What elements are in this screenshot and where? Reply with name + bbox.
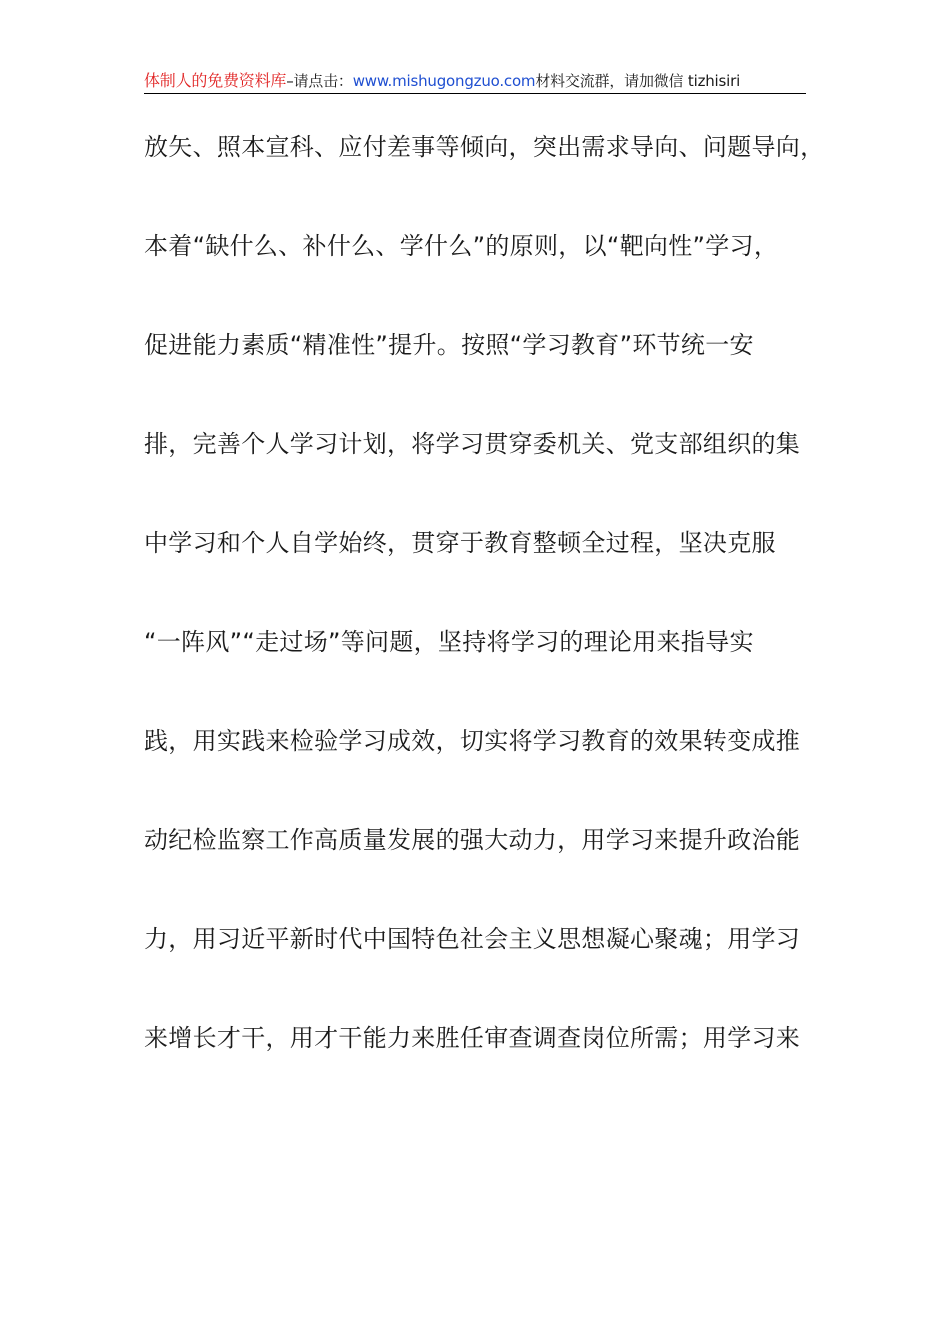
text-line: 排，完善个人学习计划，将学习贯穿委机关、党支部组织的集 (144, 430, 801, 458)
text-line: 中学习和个人自学始终，贯穿于教育整顿全过程，坚决克服 (144, 529, 776, 557)
header-brand: 体制人的免费资料库 (144, 71, 287, 90)
text-line: 放矢、照本宣科、应付差事等倾向，突出需求导向、问题导向， (144, 133, 825, 161)
text-line: “一阵风”“走过场”等问题，坚持将学习的理论用来指导实 (144, 628, 754, 656)
text-line: 来增长才干，用才干能力来胜任审查调查岗位所需；用学习来 (144, 1024, 801, 1052)
page-header (144, 70, 806, 92)
text-line: 践，用实践来检验学习成效，切实将学习教育的效果转变成推 (144, 727, 801, 755)
header-website-link[interactable]: www.mishugongzuo.com (352, 72, 536, 90)
header-prompt: –请点击： (286, 72, 353, 90)
header-contact-note: 材料交流群，请加微信 tizhisiri (535, 72, 741, 90)
text-line: 促进能力素质“精准性”提升。按照“学习教育”环节统一安 (144, 331, 754, 359)
text-line: 力，用习近平新时代中国特色社会主义思想凝心聚魂；用学习 (144, 925, 801, 953)
text-line: 动纪检监察工作高质量发展的强大动力，用学习来提升政治能 (144, 826, 801, 854)
text-line: 本着“缺什么、补什么、学什么”的原则，以“靶向性”学习， (144, 232, 779, 260)
header-divider (144, 93, 806, 94)
body-paragraph (144, 120, 825, 1110)
